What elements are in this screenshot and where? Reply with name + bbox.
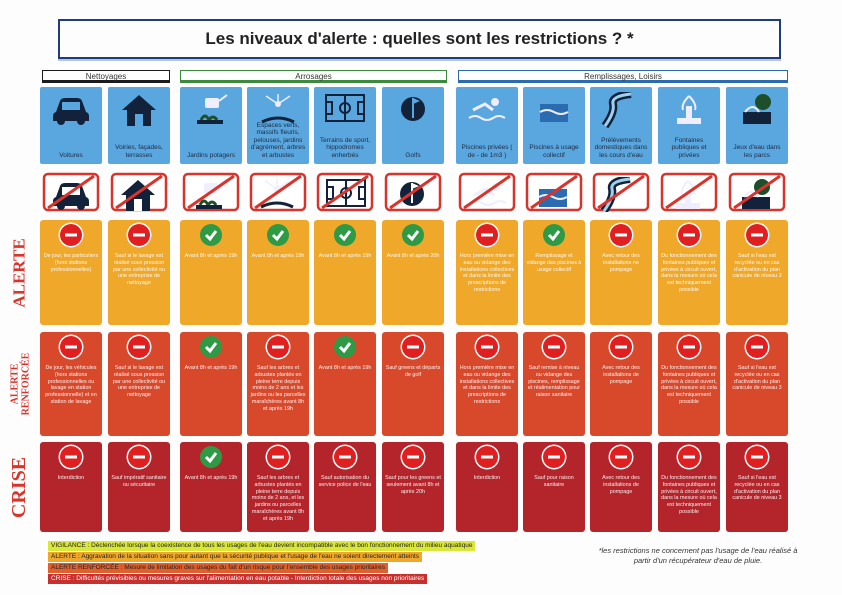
restriction-cell: [382, 220, 444, 325]
car-icon: [40, 92, 102, 130]
fountain-icon: [658, 92, 720, 130]
prohibited-fountain-icon: [658, 172, 720, 212]
section-remplissages-line: [458, 81, 788, 83]
legend-vigilance: VIGILANCE : Déclenchée lorsque la coexistence de tous les usages de l'eau devient incompatible avec le bon fonctionnement du milieu aquatique: [48, 541, 475, 551]
restriction-cell: [180, 220, 242, 325]
restriction-cell: [523, 220, 585, 325]
no-entry-icon: [60, 336, 82, 358]
restriction-cell: [247, 220, 309, 325]
section-arrosages: Arrosages: [180, 70, 447, 81]
footnote: *les restrictions ne concernent pas l'usage de l'eau réalisé à partir d'un récupérateur d'eau de pluie.: [598, 546, 798, 565]
prohibited-golf-flag-icon: [382, 172, 444, 212]
usage-tile: [658, 87, 720, 164]
page-title: Les niveaux d'alerte : quelles sont les restrictions ? *: [58, 19, 781, 59]
section-nettoyages-line: [42, 81, 170, 83]
restriction-text: Interdiction: [57, 475, 85, 481]
restriction-text: Sauf autorisation du service police de l'eau: [318, 475, 372, 488]
restriction-cell: [523, 442, 585, 532]
usage-tile: [247, 87, 309, 164]
restriction-cell: [726, 332, 788, 436]
restriction-cell: [590, 442, 652, 532]
restriction-text: Avec retour des installations ne pompage: [602, 253, 640, 273]
restriction-cell: [456, 442, 518, 532]
usage-label: Terrains de sport, hippodromes enherbés: [319, 136, 371, 159]
usage-tile: [523, 87, 585, 164]
restriction-cell: [726, 220, 788, 325]
no-entry-icon: [402, 336, 424, 358]
check-icon: [402, 224, 424, 246]
restriction-text: Interdiction: [473, 475, 501, 481]
restriction-text: Sauf greens et départs de golf: [385, 365, 441, 378]
sports-field-icon: [314, 92, 376, 130]
prohibited-watering-can-icon: [180, 172, 242, 212]
restriction-cell: [658, 332, 720, 436]
no-entry-icon: [746, 446, 768, 468]
usage-label: Piscines à usage collectif: [529, 144, 579, 159]
restriction-text: Avec retour des installations de pompage: [602, 475, 640, 495]
restriction-cell: [180, 442, 242, 532]
no-entry-icon: [610, 224, 632, 246]
prohibited-sprinkler-icon: [247, 172, 309, 212]
prohibited-river-icon: [590, 172, 652, 212]
section-nettoyages: Nettoyages: [42, 70, 170, 81]
usage-tile: [590, 87, 652, 164]
usage-tile: [108, 87, 170, 164]
restriction-cell: [108, 332, 170, 436]
no-entry-icon: [334, 446, 356, 468]
legend-alerte-renforcee: ALERTE RENFORCÉE : Mesure de limitation des usages du fait d'un risque pour l'ensemble des usages prioritaires: [48, 563, 388, 573]
no-entry-icon: [476, 336, 498, 358]
restriction-text: Avant 8h et après 19h: [184, 253, 238, 259]
restriction-cell: [314, 442, 376, 532]
restriction-cell: [40, 332, 102, 436]
swimmer-icon: [456, 92, 518, 130]
no-entry-icon: [678, 446, 700, 468]
usage-label: Voitures: [59, 151, 83, 159]
restriction-cell: [314, 220, 376, 325]
restriction-text: De jour, les véhicules (hors stations professionnelles ou lavage en station professionnelle) et en station de lavage: [45, 365, 97, 405]
usage-tile: [382, 87, 444, 164]
usage-label: Jardins potagers: [186, 151, 236, 159]
usage-tile: [314, 87, 376, 164]
usage-label: Voiries, façades, terrasses: [115, 144, 163, 159]
prohibited-car-icon: [40, 172, 102, 212]
section-remplissages: Remplissages, Loisirs: [458, 70, 788, 81]
check-icon: [200, 446, 222, 468]
no-entry-icon: [543, 446, 565, 468]
no-entry-icon: [746, 224, 768, 246]
restriction-text: Sauf si l'eau est recyclée ou en cas d'activation du plan canicule de niveau 3: [732, 365, 782, 392]
usage-tile: [180, 87, 242, 164]
restriction-text: Du fonctionnement des fontaines publiques et privées à circuit ouvert, dans la mesure où cela est techniquement possible: [661, 365, 717, 405]
no-entry-icon: [267, 446, 289, 468]
no-entry-icon: [267, 336, 289, 358]
usage-label: Espaces verts, massifs fleuris, pelouses, jardins d'agrément, arbres et arbustes: [250, 121, 306, 159]
restriction-text: Sauf si le lavage est réalisé sous pression par une collectivité ou une entreprise de nettoyage: [112, 253, 166, 286]
restriction-cell: [108, 442, 170, 532]
restriction-cell: [456, 332, 518, 436]
restriction-text: Avant 8h et après 20h: [386, 253, 440, 259]
restriction-text: Sauf les arbres et arbustes plantés en pleine terre depuis moins de 2 ans, et les jardins ou parcelles maraîchères avant 8h et après 19h: [251, 475, 305, 522]
restriction-text: Sauf impératif sanitaire ou sécuritaire: [111, 475, 167, 488]
usage-label: Jeux d'eau dans les parcs: [733, 144, 781, 159]
check-icon: [200, 336, 222, 358]
no-entry-icon: [128, 336, 150, 358]
no-entry-icon: [402, 446, 424, 468]
restriction-text: Avant 8h et après 19h: [318, 253, 372, 259]
restriction-cell: [590, 332, 652, 436]
restriction-text: Sauf pour raison sanitaire: [534, 475, 574, 488]
title-underline: [58, 59, 781, 61]
no-entry-icon: [746, 336, 768, 358]
no-entry-icon: [128, 446, 150, 468]
restriction-text: Sauf remise à niveau ou vidange des piscines, remplissage et réalimentation pour raison sanitaire: [527, 365, 581, 398]
no-entry-icon: [60, 224, 82, 246]
prohibited-swimmer-icon: [456, 172, 518, 212]
check-icon: [200, 224, 222, 246]
river-icon: [590, 92, 652, 130]
restriction-cell: [382, 442, 444, 532]
restriction-text: Sauf si le lavage est réalisé sous pression par une collectivité ou une entreprise de nettoyage: [112, 365, 166, 398]
restriction-text: Avant 8h et après 19h: [184, 365, 238, 371]
no-entry-icon: [678, 336, 700, 358]
no-entry-icon: [476, 446, 498, 468]
no-entry-icon: [543, 336, 565, 358]
restriction-text: Du fonctionnement des fontaines publiques et privées à circuit ouvert, dans la mesure où cela est techniquement possible: [661, 253, 717, 293]
restriction-cell: [456, 220, 518, 325]
golf-flag-icon: [382, 92, 444, 130]
legend-alerte: ALERTE : Aggravation de la situation sans pour autant que la sécurité publique et l'usage de l'eau ne soient directement atteints: [48, 552, 422, 562]
restriction-text: Sauf les arbres et arbustes plantés en pleine terre depuis moins de 2 ans et les jardins ou les parcelles maraîchères avant 8h et après 19h: [250, 365, 306, 412]
check-icon: [334, 336, 356, 358]
section-arrosages-line: [180, 81, 447, 83]
prohibited-sports-field-icon: [314, 172, 376, 212]
restriction-text: Hors première mise en eau ou vidange des installations collectives et dans la limite des prescriptions de restrictions: [459, 253, 515, 293]
restriction-cell: [40, 442, 102, 532]
usage-tile: [456, 87, 518, 164]
house-icon: [108, 92, 170, 130]
prohibited-water-park-icon: [726, 172, 788, 212]
no-entry-icon: [128, 224, 150, 246]
restriction-text: De jour, les particuliers (hors stations professionnelles): [43, 253, 99, 273]
restriction-text: Avant 8h et après 19h: [184, 475, 238, 481]
watering-can-icon: [180, 92, 242, 130]
restriction-text: Hors première mise en eau ou vidange des installations collectives et dans la limite des prescriptions de restrictions: [459, 365, 515, 405]
restriction-cell: [108, 220, 170, 325]
check-icon: [334, 224, 356, 246]
level-label-alerte: ALERTE: [10, 237, 29, 308]
restriction-cell: [40, 220, 102, 325]
usage-label: Prélèvements domestiques dans les cours d'eau: [594, 136, 648, 159]
restriction-text: Sauf si l'eau est recyclée ou en cas d'activation du plan canicule de niveau 3: [732, 475, 782, 502]
level-label-alerte-renforcee: ALERTE RENFORCÉE: [9, 352, 31, 416]
no-entry-icon: [60, 446, 82, 468]
restriction-cell: [382, 332, 444, 436]
restriction-cell: [590, 220, 652, 325]
restriction-cell: [247, 442, 309, 532]
check-icon: [267, 224, 289, 246]
restriction-cell: [658, 220, 720, 325]
pool-icon: [523, 92, 585, 130]
water-park-icon: [726, 92, 788, 130]
restriction-text: Avant 8h et après 19h: [318, 365, 372, 371]
restriction-cell: [314, 332, 376, 436]
usage-tile: [40, 87, 102, 164]
prohibited-house-icon: [108, 172, 170, 212]
restriction-text: Du fonctionnement des fontaines publiques et privées à circuit ouvert, dans la mesure où cela est techniquement possible: [661, 475, 717, 515]
usage-label: Fontaines publiques et privées: [671, 136, 707, 159]
restriction-cell: [180, 332, 242, 436]
no-entry-icon: [476, 224, 498, 246]
restriction-text: Avec retour des installations de pompage: [602, 365, 640, 385]
check-icon: [543, 224, 565, 246]
level-label-crise: CRISE: [8, 456, 31, 518]
no-entry-icon: [610, 446, 632, 468]
prohibited-pool-icon: [523, 172, 585, 212]
legend-crise: CRISE : Difficultés prévisibles ou mesures graves sur l'alimentation en eau potable - Interdiction totale des usages non prioritaires: [48, 574, 427, 584]
restriction-cell: [658, 442, 720, 532]
restriction-text: Sauf si l'eau est recyclée ou en cas d'activation du plan canicule de niveau 3: [732, 253, 782, 280]
no-entry-icon: [678, 224, 700, 246]
restriction-cell: [523, 332, 585, 436]
usage-label: Piscines privées ( de - de 1m3 ): [461, 144, 513, 159]
usage-label: Golfs: [405, 151, 421, 159]
no-entry-icon: [610, 336, 632, 358]
restriction-text: Avant 8h et après 19h: [251, 253, 305, 259]
restriction-text: Sauf pour les greens et seulement avant 8h et après 20h: [385, 475, 441, 495]
restriction-cell: [247, 332, 309, 436]
usage-tile: [726, 87, 788, 164]
restriction-cell: [726, 442, 788, 532]
restriction-text: Remplissage et vidange des piscines à usage collectif: [526, 253, 582, 273]
